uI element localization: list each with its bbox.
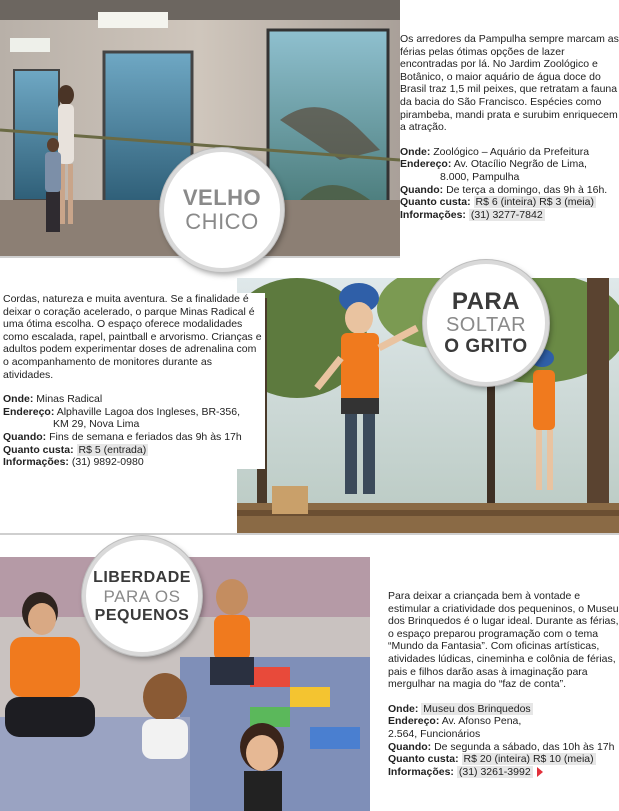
- badge-line-2: CHICO: [185, 209, 259, 234]
- where-label: Onde:: [3, 393, 34, 406]
- when-row: [388, 741, 619, 754]
- liberdade-para-os-pequenos-badge: [82, 536, 202, 656]
- where-row: [3, 393, 265, 406]
- toy-museum-info: [388, 703, 619, 779]
- section-divider-2: [0, 533, 619, 535]
- price-value: R$ 6 (inteira) R$ 3 (meia): [475, 196, 594, 209]
- address-label: Endereço:: [3, 405, 55, 418]
- toy-museum-article: [388, 590, 619, 778]
- phone-value: (31) 9892-0980: [71, 456, 144, 469]
- price-row: [3, 444, 265, 457]
- toy-museum-intro: Para deixar a criançada bem à vontade e estimular a criatividade dos pequeninos, o Museu dos Brinquedos é o lugar ideal. Durante as férias, o espaço preparou programação com o tema “Mundo da Fantasia”. Com oficinas artísticas, atividades lúdicas, cineminha e colônia de férias, pais e filhos darão asas à imaginação para mergulhar na magia do “faz de conta”.: [388, 590, 619, 691]
- phone-value: (31) 3261-3992: [458, 765, 531, 778]
- address-line-2: 8.000, Pampulha: [440, 170, 520, 183]
- price-label: Quanto custa:: [3, 443, 74, 456]
- when-value: De segunda a sábado, das 10h às 17h: [434, 740, 615, 753]
- where-value: Minas Radical: [36, 393, 103, 406]
- badge-line-3: PEQUENOS: [94, 606, 190, 624]
- aquarium-article: [400, 33, 619, 221]
- phone-label: Informações:: [400, 208, 466, 221]
- price-row: [400, 196, 619, 209]
- address-row-2: [388, 728, 619, 741]
- address-row-2: [3, 418, 265, 431]
- where-value: Zoológico – Aquário da Prefeitura: [433, 145, 590, 158]
- minas-radical-intro: Cordas, natureza e muita aventura. Se a finalidade é deixar o coração acelerado, o parque Minas Radical é uma ótima escolha. O espaço oferece modalidades como escalada, rapel, paintball e arvorismo. Crianças e adultos podem experimentar doses de adrenalina com o acompanhamento de monitores durante as atividades.: [3, 293, 262, 381]
- address-line-1: Av. Otacílio Negrão de Lima,: [453, 158, 587, 171]
- badge-line-1: PARA: [451, 287, 521, 315]
- phone-value: (31) 3277-7842: [470, 208, 543, 221]
- velho-chico-badge: [160, 148, 284, 272]
- where-value: Museu dos Brinquedos: [423, 702, 531, 715]
- phone-label: Informações:: [388, 765, 454, 778]
- where-row: [388, 703, 619, 716]
- when-value: De terça a domingo, das 9h à 16h.: [446, 183, 608, 196]
- phone-row: [388, 766, 619, 779]
- price-label: Quanto custa:: [388, 753, 459, 766]
- when-label: Quando:: [3, 430, 47, 443]
- price-label: Quanto custa:: [400, 196, 471, 209]
- address-line-2: 2.564, Funcionários: [388, 727, 481, 740]
- address-label: Endereço:: [388, 715, 440, 728]
- aquarium-info: [400, 146, 619, 222]
- phone-row: [3, 456, 265, 469]
- address-line-1: Av. Afonso Pena,: [441, 715, 522, 728]
- badge-line-3: O GRITO: [444, 335, 528, 357]
- when-label: Quando:: [388, 740, 432, 753]
- price-value: R$ 5 (entrada): [78, 443, 147, 456]
- para-soltar-o-grito-badge: [423, 260, 549, 386]
- badge-line-1: VELHO: [182, 185, 262, 210]
- address-label: Endereço:: [400, 158, 452, 171]
- address-row: [400, 158, 619, 171]
- price-row: [388, 753, 619, 766]
- where-label: Onde:: [388, 702, 419, 715]
- badge-line-1: LIBERDADE: [93, 568, 191, 586]
- aquarium-intro: Os arredores da Pampulha sempre marcam as férias pelas ótimas opções de lazer encontradas por lá. No Jardim Zoológico e Botânico, o maior aquário de água doce do Brasil traz 1,5 mil peixes, que retratam a fauna da bacia do São Francisco. Espécies como pirambeba, mandi prata e surubim enriquecem a atração.: [400, 33, 619, 134]
- address-line-1: Alphaville Lagoa dos Ingleses, BR-356,: [56, 405, 240, 418]
- phone-row: [400, 209, 619, 222]
- address-row-2: [400, 171, 619, 184]
- where-row: [400, 146, 619, 159]
- minas-radical-info: [3, 393, 265, 469]
- minas-radical-article: [3, 293, 265, 469]
- when-row: [400, 184, 619, 197]
- address-row: [3, 406, 265, 419]
- badge-line-2: SOLTAR: [445, 313, 527, 336]
- phone-label: Informações:: [3, 456, 69, 469]
- price-value: R$ 20 (inteira) R$ 10 (meia): [463, 753, 594, 766]
- address-line-2: KM 29, Nova Lima: [53, 418, 140, 431]
- when-value: Fins de semana e feriados das 9h às 17h: [49, 430, 242, 443]
- when-row: [3, 431, 265, 444]
- where-label: Onde:: [400, 145, 431, 158]
- address-row: [388, 715, 619, 728]
- badge-line-2: PARA OS: [103, 586, 181, 606]
- when-label: Quando:: [400, 183, 444, 196]
- arrow-icon: [537, 767, 543, 777]
